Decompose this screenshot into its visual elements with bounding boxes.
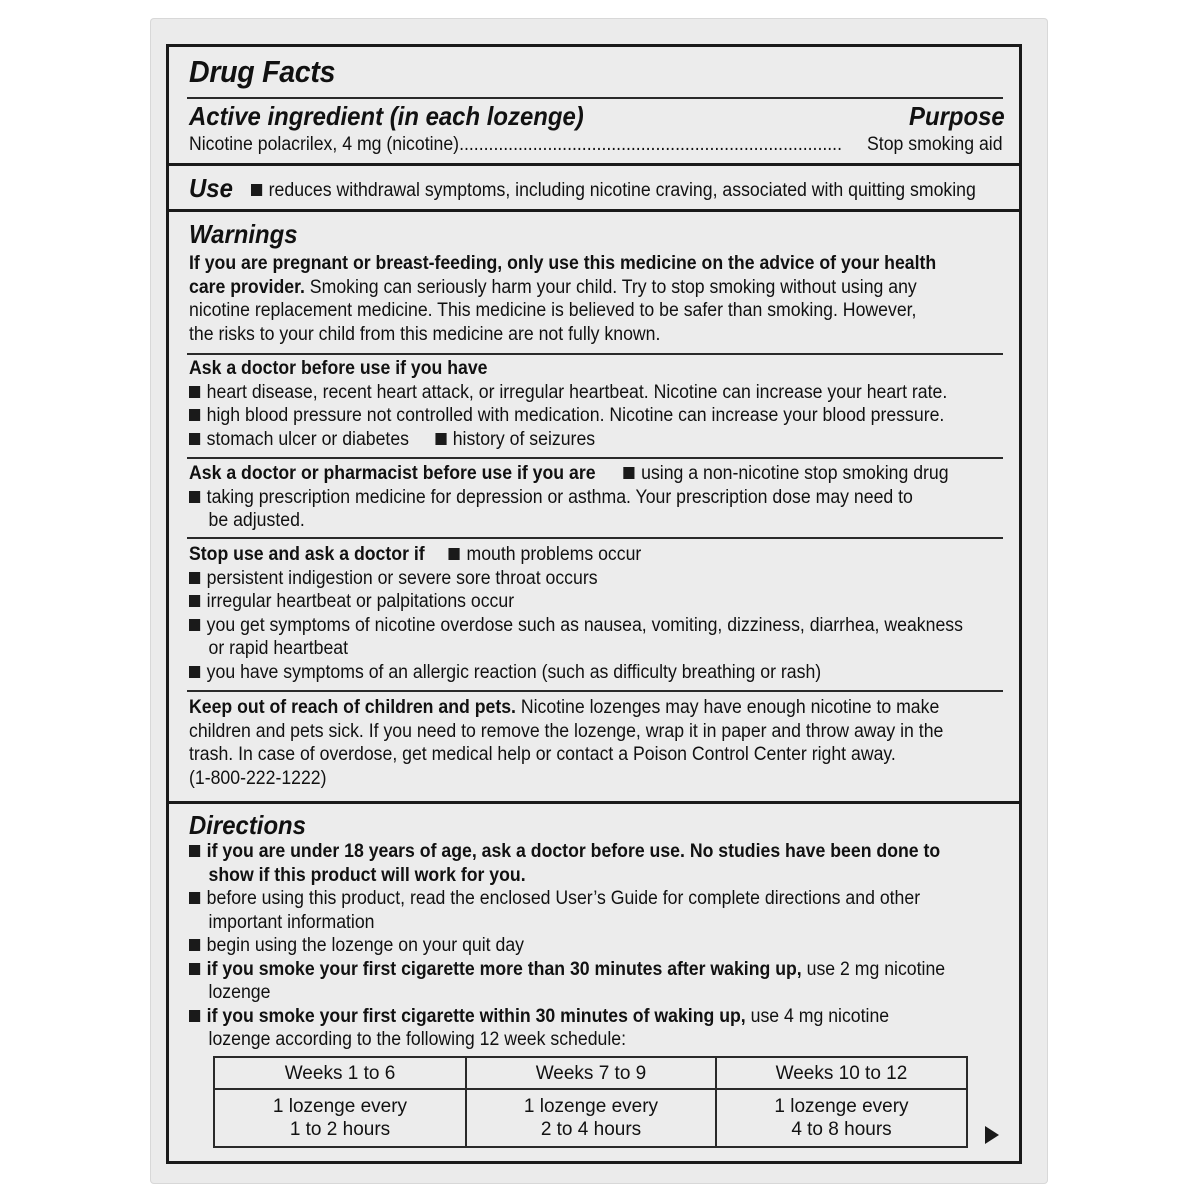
- subsection-rule: [187, 690, 1003, 692]
- use-text-line: [251, 179, 976, 203]
- ingredient-leader: ..............................................................................: [459, 134, 843, 155]
- list-item-continuation: lozenge according to the following 12 week schedule:: [208, 1029, 627, 1050]
- cell-line: 1 lozenge every: [272, 1096, 408, 1117]
- list-item-continuation: or rapid heartbeat: [208, 638, 349, 659]
- list-item: [189, 1005, 945, 1029]
- table-row: [214, 1089, 967, 1147]
- subsection-rule: [187, 457, 1003, 459]
- square-bullet-icon: [189, 619, 200, 631]
- ingredient-line: [189, 133, 842, 157]
- keep-out-line-2: children and pets sick. If you need to remove the lozenge, wrap it in paper and throw away in the: [189, 720, 944, 742]
- keep-out-text: Nicotine lozenges may have enough nicotine to make: [515, 697, 940, 718]
- list-item: [189, 567, 963, 591]
- list-item: [189, 934, 945, 958]
- cell-line: 4 to 8 hours: [791, 1119, 892, 1140]
- section-divider: [169, 209, 1019, 212]
- table-header-cell: Weeks 10 to 12: [716, 1057, 967, 1089]
- list-item-text: heart disease, recent heart attack, or irregular heartbeat. Nicotine can increase your heart rate.: [206, 381, 948, 403]
- list-item: [189, 840, 945, 864]
- cell-line: 1 lozenge every: [774, 1096, 909, 1117]
- keep-out-heading: Keep out of reach of children and pets.: [189, 697, 516, 718]
- dosing-schedule-table: [213, 1056, 968, 1148]
- stop-use-heading: Stop use and ask a doctor if: [189, 544, 425, 565]
- list-item-text: use 4 mg nicotine: [745, 1005, 890, 1027]
- square-bullet-icon: [189, 409, 200, 421]
- list-item-text: before using this product, read the enclosed User’s Guide for complete directions and other: [206, 888, 921, 909]
- table-header-cell: Weeks 1 to 6: [214, 1057, 466, 1089]
- drug-facts-panel: [166, 44, 1022, 1164]
- list-item-text: history of seizures: [452, 428, 596, 450]
- square-bullet-icon: [189, 491, 200, 503]
- warnings-heading: Warnings: [189, 219, 298, 249]
- keep-out-line-1: [189, 696, 943, 720]
- list-item-text: stomach ulcer or diabetes: [206, 428, 410, 450]
- list-item-continuation: be adjusted.: [208, 510, 305, 531]
- cell-line: 2 to 4 hours: [540, 1119, 642, 1140]
- ask-doctor-heading: Ask a doctor before use if you have: [189, 358, 488, 379]
- pregnant-text: Smoking can seriously harm your child. Try to stop smoking without using any: [304, 276, 917, 298]
- list-item: [189, 486, 949, 510]
- list-item-text: persistent indigestion or severe sore throat occurs: [206, 567, 598, 589]
- pregnant-line-4: the risks to your child from this medicine are not fully known.: [189, 323, 661, 345]
- list-item: [189, 661, 963, 685]
- directions-block: [189, 840, 945, 1052]
- cell-line: 1 lozenge every: [523, 1096, 659, 1117]
- list-item-text: you have symptoms of an allergic reaction (such as difficulty breathing or rash): [206, 661, 822, 683]
- square-bullet-icon: [189, 666, 200, 678]
- square-bullet-icon: [251, 184, 262, 196]
- table-cell: [214, 1089, 466, 1147]
- ask-pharmacist-heading: Ask a doctor or pharmacist before use if you are: [189, 463, 596, 484]
- use-text: reduces withdrawal symptoms, including nicotine craving, associated with quitting smoking: [268, 180, 976, 201]
- subsection-rule: [187, 353, 1003, 355]
- table-cell: [466, 1089, 716, 1147]
- active-ingredient-heading: Active ingredient (in each lozenge): [189, 101, 584, 131]
- list-item-text: you get symptoms of nicotine overdose such as nausea, vomiting, dizziness, diarrhea, weakness: [206, 614, 963, 636]
- stop-use-line-1: [189, 543, 963, 567]
- table-header-row: [214, 1057, 967, 1089]
- square-bullet-icon: [189, 386, 200, 398]
- list-item: [189, 614, 963, 638]
- section-divider: [169, 801, 1019, 804]
- table-cell: [716, 1089, 967, 1147]
- directions-heading: Directions: [189, 810, 306, 840]
- pregnant-bold-line: If you are pregnant or breast-feeding, only use this medicine on the advice of your health: [189, 253, 937, 274]
- poison-control-phone: (1-800-222-1222): [189, 767, 327, 789]
- ask-pharmacist-block: [189, 462, 949, 533]
- square-bullet-icon: [189, 845, 200, 857]
- square-bullet-icon: [189, 1010, 200, 1022]
- purpose-heading: Purpose: [909, 101, 1005, 131]
- pregnant-line-3: nicotine replacement medicine. This medicine is believed to be safer than smoking. However,: [189, 300, 917, 321]
- drug-facts-title: Drug Facts: [189, 54, 336, 89]
- use-heading: Use: [189, 173, 233, 203]
- square-bullet-icon: [189, 939, 200, 951]
- list-item-bold: if you smoke your first cigarette more than 30 minutes after waking up,: [206, 958, 802, 980]
- ask-pharmacist-line-1: [189, 462, 949, 486]
- cell-line: 1 to 2 hours: [289, 1119, 391, 1140]
- subsection-rule: [187, 537, 1003, 539]
- square-bullet-icon: [189, 433, 200, 445]
- list-item-continuation: lozenge: [208, 982, 271, 1003]
- square-bullet-icon: [623, 467, 634, 479]
- square-bullet-icon: [435, 433, 446, 445]
- ingredient-name: Nicotine polacrilex, 4 mg (nicotine): [189, 134, 460, 155]
- list-item: [189, 428, 947, 452]
- list-item-continuation: important information: [208, 911, 375, 933]
- list-item-bold: if you smoke your first cigarette within 30 minutes of waking up,: [206, 1005, 746, 1027]
- title-rule: [187, 97, 1003, 99]
- square-bullet-icon: [189, 892, 200, 904]
- list-item: [189, 887, 945, 911]
- ask-doctor-block: [189, 357, 947, 451]
- triangle-right-icon: [985, 1126, 999, 1144]
- pregnant-bold-end: care provider.: [189, 276, 305, 298]
- list-item: [189, 590, 963, 614]
- list-item-text: use 2 mg nicotine: [801, 958, 946, 980]
- list-item-text: if you are under 18 years of age, ask a doctor before use. No studies have been done to: [206, 841, 941, 862]
- warnings-pregnant: [189, 252, 936, 346]
- pregnant-line-2: [189, 276, 936, 300]
- square-bullet-icon: [189, 963, 200, 975]
- list-item: [189, 381, 947, 405]
- list-item: [189, 404, 947, 428]
- square-bullet-icon: [189, 572, 200, 584]
- table-header-cell: Weeks 7 to 9: [466, 1057, 716, 1089]
- square-bullet-icon: [449, 548, 460, 560]
- keep-out-line-3: trash. In case of overdose, get medical help or contact a Poison Control Center right away.: [189, 744, 896, 765]
- list-item-text: begin using the lozenge on your quit day: [206, 935, 524, 956]
- square-bullet-icon: [189, 595, 200, 607]
- keep-out-block: [189, 696, 943, 790]
- list-item-text: using a non-nicotine stop smoking drug: [641, 463, 949, 484]
- section-divider: [169, 163, 1019, 166]
- list-item-text: irregular heartbeat or palpitations occur: [206, 591, 515, 612]
- list-item-continuation: show if this product will work for you.: [208, 864, 526, 886]
- stop-use-block: [189, 543, 963, 684]
- list-item-text: mouth problems occur: [466, 544, 642, 565]
- ingredient-purpose: Stop smoking aid: [867, 134, 1003, 155]
- list-item: [189, 958, 945, 982]
- list-item-text: high blood pressure not controlled with medication. Nicotine can increase your blood pressure.: [206, 405, 945, 426]
- list-item-text: taking prescription medicine for depression or asthma. Your prescription dose may need to: [206, 486, 913, 508]
